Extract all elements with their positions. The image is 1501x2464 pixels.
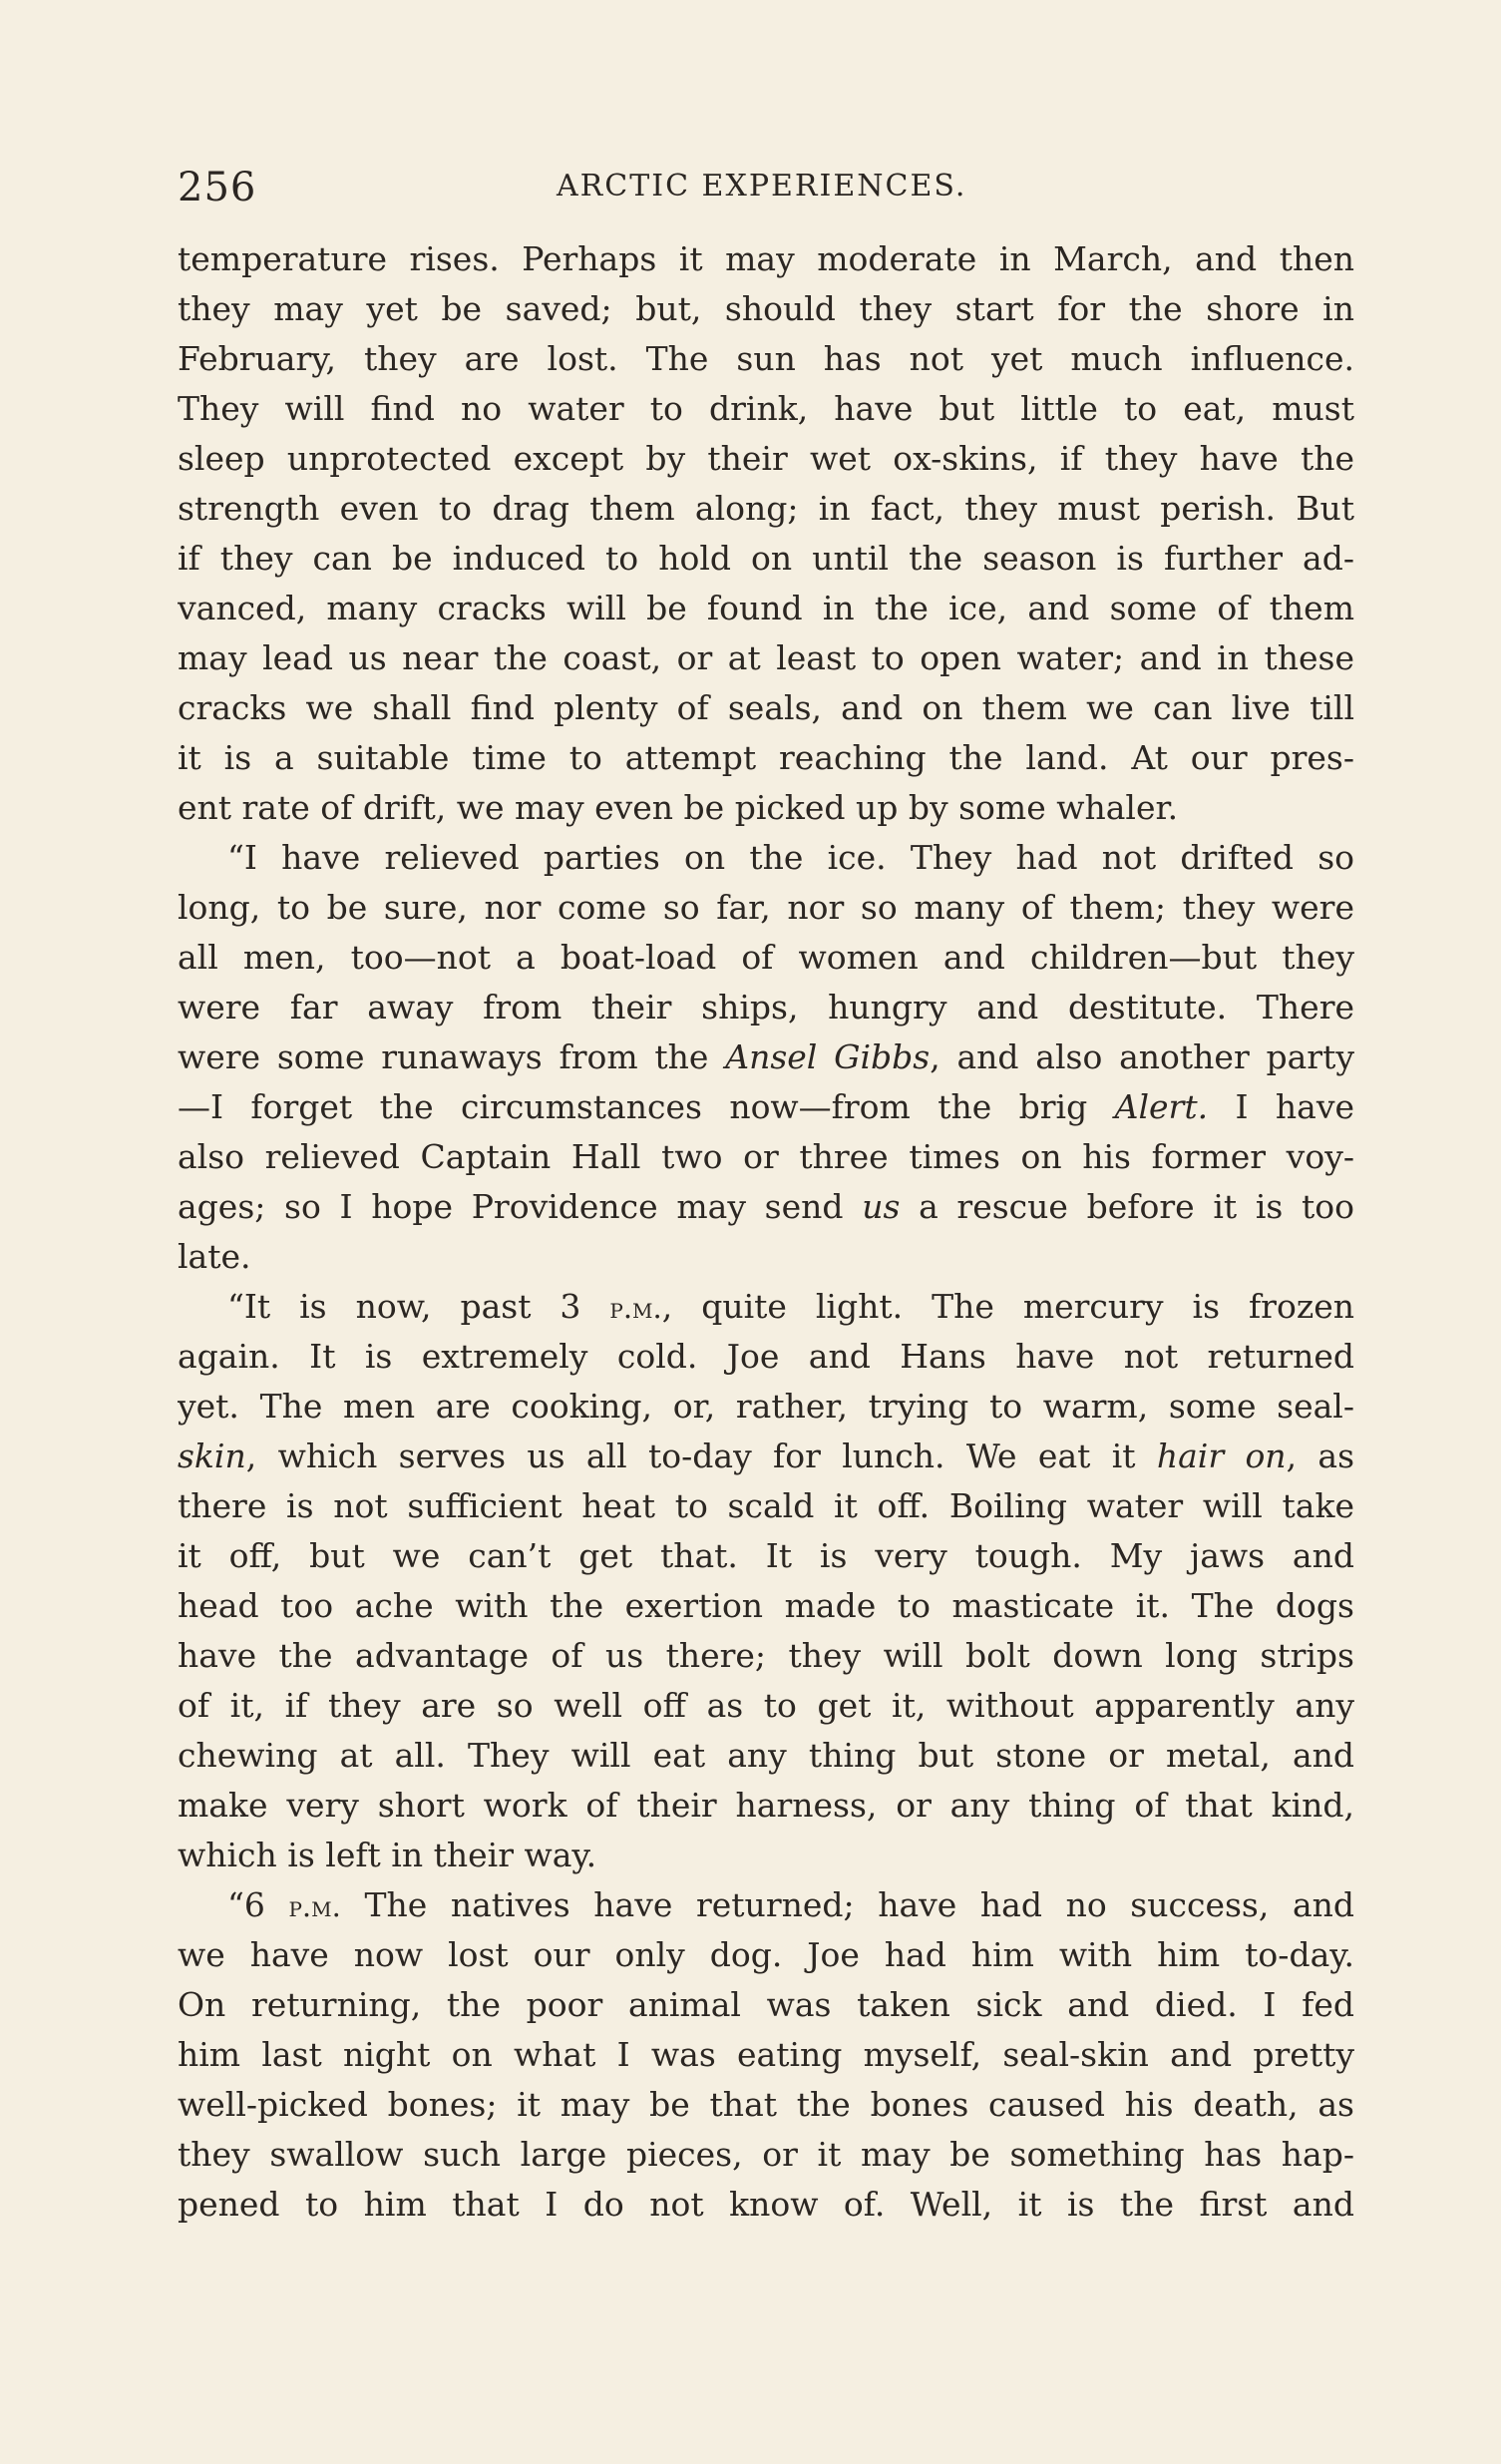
- text-line: vanced, many cracks will be found in the ice, and some of them: [178, 589, 1354, 627]
- text-line: chewing at all. They will eat any thing but stone or metal, and: [178, 1736, 1354, 1775]
- emphasis: us: [862, 1187, 901, 1226]
- text-line: February, they are lost. The sun has not yet much influence.: [178, 339, 1354, 378]
- text-run: “It is now, past 3: [227, 1287, 610, 1326]
- text-run: I have: [1208, 1087, 1354, 1126]
- text-line: they may yet be saved; but, should they start for the shore in: [178, 289, 1354, 328]
- text-run: The natives have returned; have had no success, and: [340, 1885, 1354, 1924]
- text-line: [178, 1432, 1354, 1481]
- text-line: we have now lost our only dog. Joe had him with him to-day.: [178, 1935, 1354, 1974]
- text-line: it off, but we can’t get that. It is very tough. My jaws and: [178, 1536, 1354, 1575]
- text-line: “I have relieved parties on the ice. They had not drifted so: [227, 838, 1354, 877]
- text-line: of it, if they are so well off as to get it, without apparently any: [178, 1686, 1354, 1725]
- text-line: late.: [178, 1237, 251, 1276]
- text-run: , quite light. The mercury is frozen: [661, 1287, 1354, 1326]
- running-title: ARCTIC EXPERIENCES.: [557, 169, 967, 204]
- text-line: temperature rises. Perhaps it may moderate in March, and then: [178, 239, 1354, 278]
- text-line: head too ache with the exertion made to masticate it. The dogs: [178, 1586, 1354, 1625]
- text-line: have the advantage of us there; they will bolt down long strips: [178, 1636, 1354, 1675]
- text-line: they swallow such large pieces, or it may be something has hap-: [178, 2135, 1354, 2174]
- time-marker: p.m.: [609, 1291, 662, 1325]
- emphasis: hair on: [1156, 1437, 1287, 1475]
- emphasis: skin: [178, 1437, 246, 1475]
- text-line: sleep unprotected except by their wet ox-skins, if they have the: [178, 439, 1354, 478]
- text-line: yet. The men are cooking, or, rather, trying to warm, some seal-: [178, 1387, 1354, 1426]
- text-line: long, to be sure, nor come so far, nor so many of them; they were: [178, 888, 1354, 927]
- text-line: all men, too—not a boat-load of women and children—but they: [178, 938, 1354, 977]
- text-line: make very short work of their harness, or any thing of that kind,: [178, 1786, 1354, 1825]
- text-run: , which serves us all to-day for lunch. We eat it: [245, 1437, 1157, 1475]
- text-line: [178, 1032, 1354, 1082]
- text-line: well-picked bones; it may be that the bones caused his death, as: [178, 2085, 1354, 2124]
- text-line: it is a suitable time to attempt reaching the land. At our pres-: [178, 738, 1354, 777]
- text-run: , and also another party: [930, 1037, 1354, 1076]
- text-run: —I forget the circumstances now—from the brig: [178, 1087, 1115, 1126]
- text-line: [178, 1282, 1354, 1332]
- text-line: were far away from their ships, hungry and destitute. There: [178, 988, 1354, 1027]
- text-line: also relieved Captain Hall two or three times on his former voy-: [178, 1137, 1354, 1176]
- text-run: , as: [1286, 1437, 1354, 1475]
- text-line: strength even to drag them along; in fact, they must perish. But: [178, 489, 1354, 528]
- text-line: On returning, the poor animal was taken sick and died. I fed: [178, 1985, 1354, 2024]
- text-line: if they can be induced to hold on until the season is further ad-: [178, 539, 1354, 578]
- page-header: [178, 165, 1354, 214]
- text-line: ent rate of drift, we may even be picked up by some whaler.: [178, 788, 1179, 827]
- text-line: They will find no water to drink, have but little to eat, must: [178, 389, 1354, 428]
- text-line: may lead us near the coast, or at least to open water; and in these: [178, 638, 1354, 677]
- text-run: were some runaways from the: [178, 1037, 726, 1076]
- text-line: [178, 1182, 1354, 1232]
- body-text: [178, 234, 1354, 2230]
- page-number: 256: [178, 165, 257, 210]
- text-line: him last night on what I was eating myself, seal-skin and pretty: [178, 2035, 1354, 2074]
- ship-name: Ansel Gibbs: [725, 1037, 931, 1076]
- ship-name: Alert.: [1114, 1087, 1209, 1126]
- text-run: “6: [227, 1885, 289, 1924]
- text-line: [178, 1880, 1354, 1930]
- text-line: there is not sufficient heat to scald it off. Boiling water will take: [178, 1486, 1354, 1525]
- text-line: again. It is extremely cold. Joe and Hans have not returned: [178, 1337, 1354, 1376]
- text-run: ages; so I hope Providence may send: [178, 1187, 863, 1226]
- text-line: [178, 1082, 1354, 1132]
- text-line: pened to him that I do not know of. Well, it is the first and: [178, 2185, 1354, 2224]
- text-run: a rescue before it is too: [900, 1187, 1354, 1226]
- text-line: which is left in their way.: [178, 1836, 597, 1874]
- time-marker: p.m.: [288, 1889, 341, 1923]
- text-line: cracks we shall find plenty of seals, and on them we can live till: [178, 688, 1354, 727]
